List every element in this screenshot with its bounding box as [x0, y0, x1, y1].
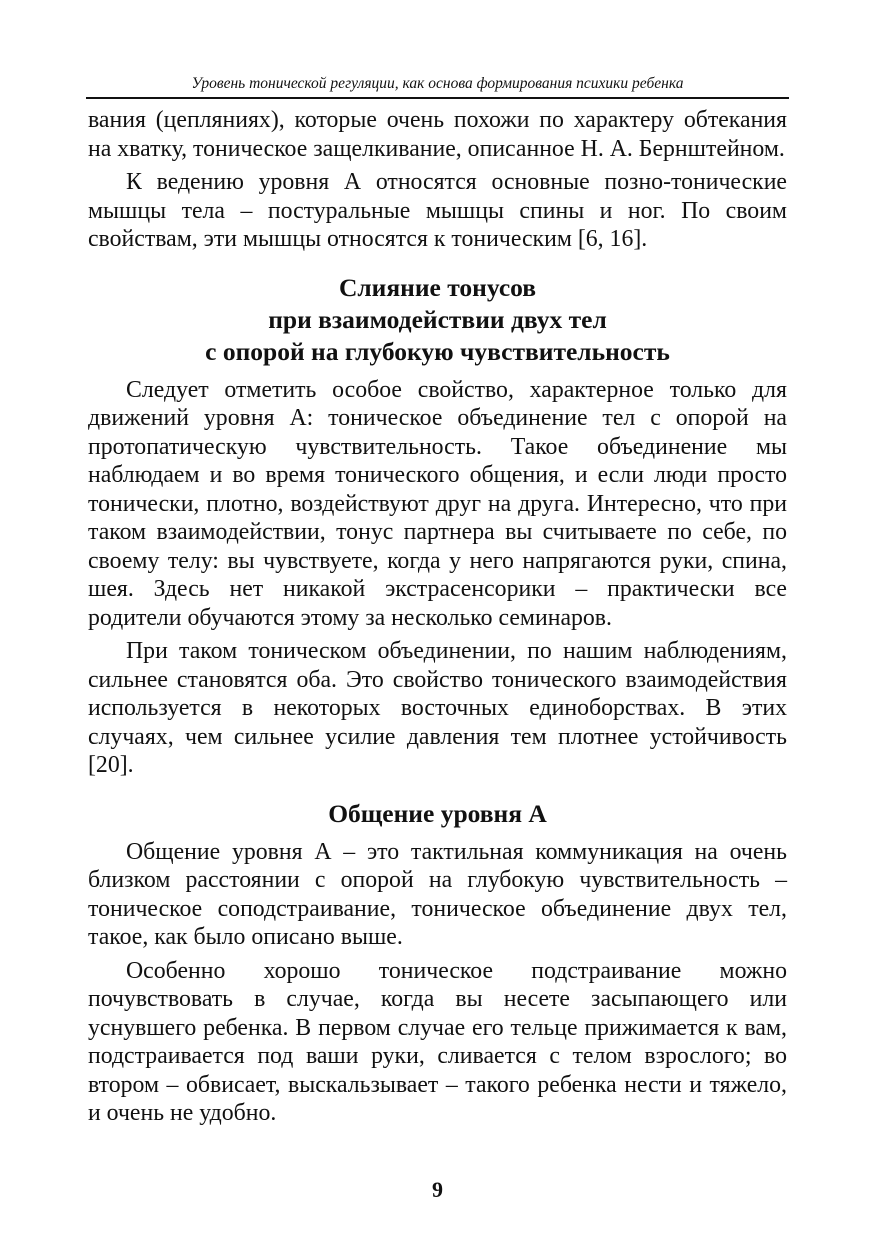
body-text	[88, 106, 787, 1128]
running-head: Уровень тонической регуляции, как основа формирования психики ребенка	[191, 75, 684, 92]
header-rule	[86, 97, 789, 99]
heading-line: Слияние тонусов	[338, 272, 537, 302]
paragraph: Особенно хорошо тоническое подстраивание можно почувствовать в случае, когда вы несете засыпающего или уснувшего ребенка. В первом случае его тельце прижимается к вам, подстраивается под ваши руки, сливается с телом взрослого; во втором – обвисает, выскальзывает – такого ребенка нести и тяжело, и очень не удобно.	[88, 957, 787, 1126]
paragraph: Общение уровня А – это тактильная коммуникация на очень близком расстоянии с опорой на глубокую чувствительность – тоническое соподстраивание, тоническое объединение двух тел, такое, как было описано выше.	[88, 838, 787, 950]
section-heading-tonus-fusion	[88, 272, 787, 368]
paragraph-continued: вания (цепляниях), которые очень похожи по характеру обтекания на хватку, тоническое защелкивание, описанное Н. А. Бернштейном.	[88, 107, 787, 162]
section-heading-level-a-communication	[88, 798, 787, 830]
heading-line: с опорой на глубокую чувствительность	[205, 336, 670, 366]
paragraph: При таком тоническом объединении, по нашим наблюдениям, сильнее становятся оба. Это свойство тонического взаимодействия используется в некоторых восточных единоборствах. В этих случаях, чем сильнее усилие давления тем плотнее устойчивость [20].	[88, 638, 787, 778]
page-number: 9	[432, 1177, 443, 1202]
heading-line: Общение уровня А	[328, 798, 547, 828]
heading-line: при взаимодействии двух тел	[268, 304, 607, 334]
paragraph: К ведению уровня А относятся основные позно-тонические мышцы тела – постуральные мышцы спины и ног. По своим свойствам, эти мышцы относятся к тоническим [6, 16].	[88, 169, 787, 252]
paragraph: Следует отметить особое свойство, характерное только для движений уровня А: тоническое объединение тел с опорой на протопатическую чувствительность. Такое объединение мы наблюдаем и во время тонического общения, и если люди просто тонически, плотно, воздействуют друг на друга. Интересно, что при таком взаимодействии, тонус партнера вы считываете по себе, по своему телу: вы чувствуете, когда у него напрягаются руки, спина, шея. Здесь нет никакой экстрасенсорики – практически все родители обучаются этому за несколько семинаров.	[88, 376, 787, 631]
